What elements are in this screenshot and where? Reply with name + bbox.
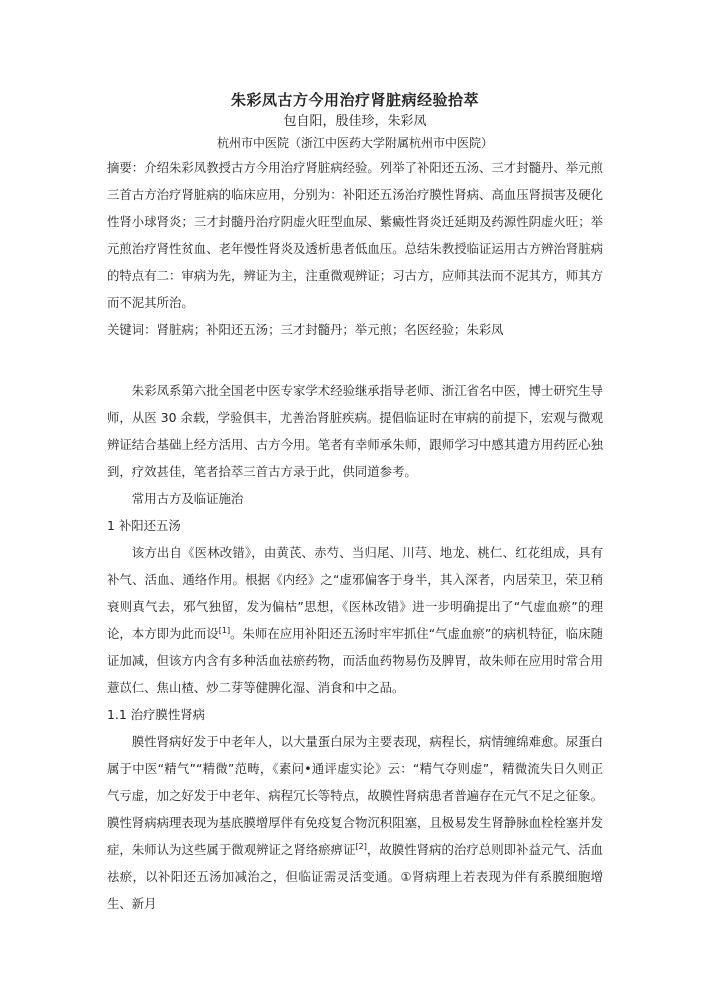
author-list: 包自阳，殷佳珍，朱彩凤 — [283, 114, 427, 129]
subsection-heading-1-1: 1.1 治疗膜性肾病 — [107, 707, 205, 722]
abstract: 摘要：介绍朱彩凤教授古方今用治疗肾脏病经验。列举了补阳还五汤、三才封髓丹、举元煎三首古方治疗肾脏病的临床应用，分别为：补阳还五汤治疗膜性肾病、高血压肾损害及硬化性肾小球肾炎；三才封髓丹治疗阴虚火旺型血尿、紫癜性肾炎迁延期及药源性阴虚火旺；举元煎治疗肾性贫血、老年慢性肾炎及透析患者低血压。总结朱教授临证运用古方辨治肾脏病的特点有二：审病为先，辨证为主，注重微观辨证；习古方，应师其法而不泥其方，师其方而不泥其所治。 — [107, 160, 603, 310]
paper-page — [107, 80, 603, 917]
section-heading: 常用古方及临证施治 — [131, 491, 244, 506]
author-affiliation: 杭州市中医院（浙江中医药大学附属杭州市中医院） — [216, 136, 493, 150]
reference-citation-1[interactable]: [1] — [218, 625, 231, 635]
keywords: 关键词：肾脏病；补阳还五汤；三才封髓丹；举元煎；名医经验；朱彩凤 — [107, 322, 504, 337]
section-spacer — [107, 343, 603, 377]
subsection-1-1-paragraph — [107, 728, 603, 917]
subsection-1-1-text-a: 膜性肾病好发于中老年人，以大量蛋白尿为主要表现，病程长，病情缠绵难愈。尿蛋白属于中医“精气”“精微”范畴，《素问•通评虚实论》云：“精气夺则虚”，精微流失日久则正气亏虚，加之好发于中老年、病程冗长等特点，故膜性肾病患者普遍存在元气不足之征象。膜性肾病病理表现为基底膜增厚伴有免疫复合物沉积阻塞，且极易发生肾静脉血栓栓塞并发症，朱师认为这些属于微观辨证之肾络瘀痹证 — [107, 734, 603, 857]
subsection-1-paragraph — [107, 539, 603, 701]
subsection-1-1-text-b: ，故膜性肾病的治疗总则即补益元气、活血祛瘀，以补阳还五汤加减治之，但临证需灵活变通。①肾病理上若表现为伴有系膜细胞增生、新月 — [107, 842, 604, 911]
intro-paragraph: 朱彩凤系第六批全国老中医专家学术经验继承指导老师、浙江省名中医，博士研究生导师，从医 30 余载，学验俱丰，尤善治肾脏疾病。提倡临证时在审病的前提下，宏观与微观辨证结合基础上经方活用、古方今用。笔者有幸师承朱师，跟师学习中感其遣方用药匠心独到，疗效甚佳，笔者拾萃三首古方录于此，供同道参考。 — [107, 383, 603, 479]
subsection-1-text-b: 。朱师在应用补阳还五汤时牢牢抓住“气虚血瘀”的病机特征，临床随证加减，但该方内含有多种活血祛瘀药物，而活血药物易伤及脾胃，故朱师在应用时常合用薏苡仁、焦山楂、炒二芽等健脾化湿、消食和中之品。 — [107, 626, 603, 695]
subsection-1-text-a: 该方出自《医林改错》，由黄芪、赤芍、当归尾、川芎、地龙、桃仁、红花组成，具有补气、活血、通络作用。根据《内经》之“虚邪偏客于身半，其入深者，内居荣卫，荣卫稍衰则真气去，邪气独留，发为偏枯”思想，《医林改错》进一步明确提出了“气虚血瘀”的理论，本方即为此而设 — [107, 545, 603, 641]
subsection-heading-1: 1 补阳还五汤 — [107, 518, 181, 533]
paper-title: 朱彩凤古方今用治疗肾脏病经验拾萃 — [230, 91, 479, 109]
reference-citation-2[interactable]: [2] — [355, 841, 367, 851]
